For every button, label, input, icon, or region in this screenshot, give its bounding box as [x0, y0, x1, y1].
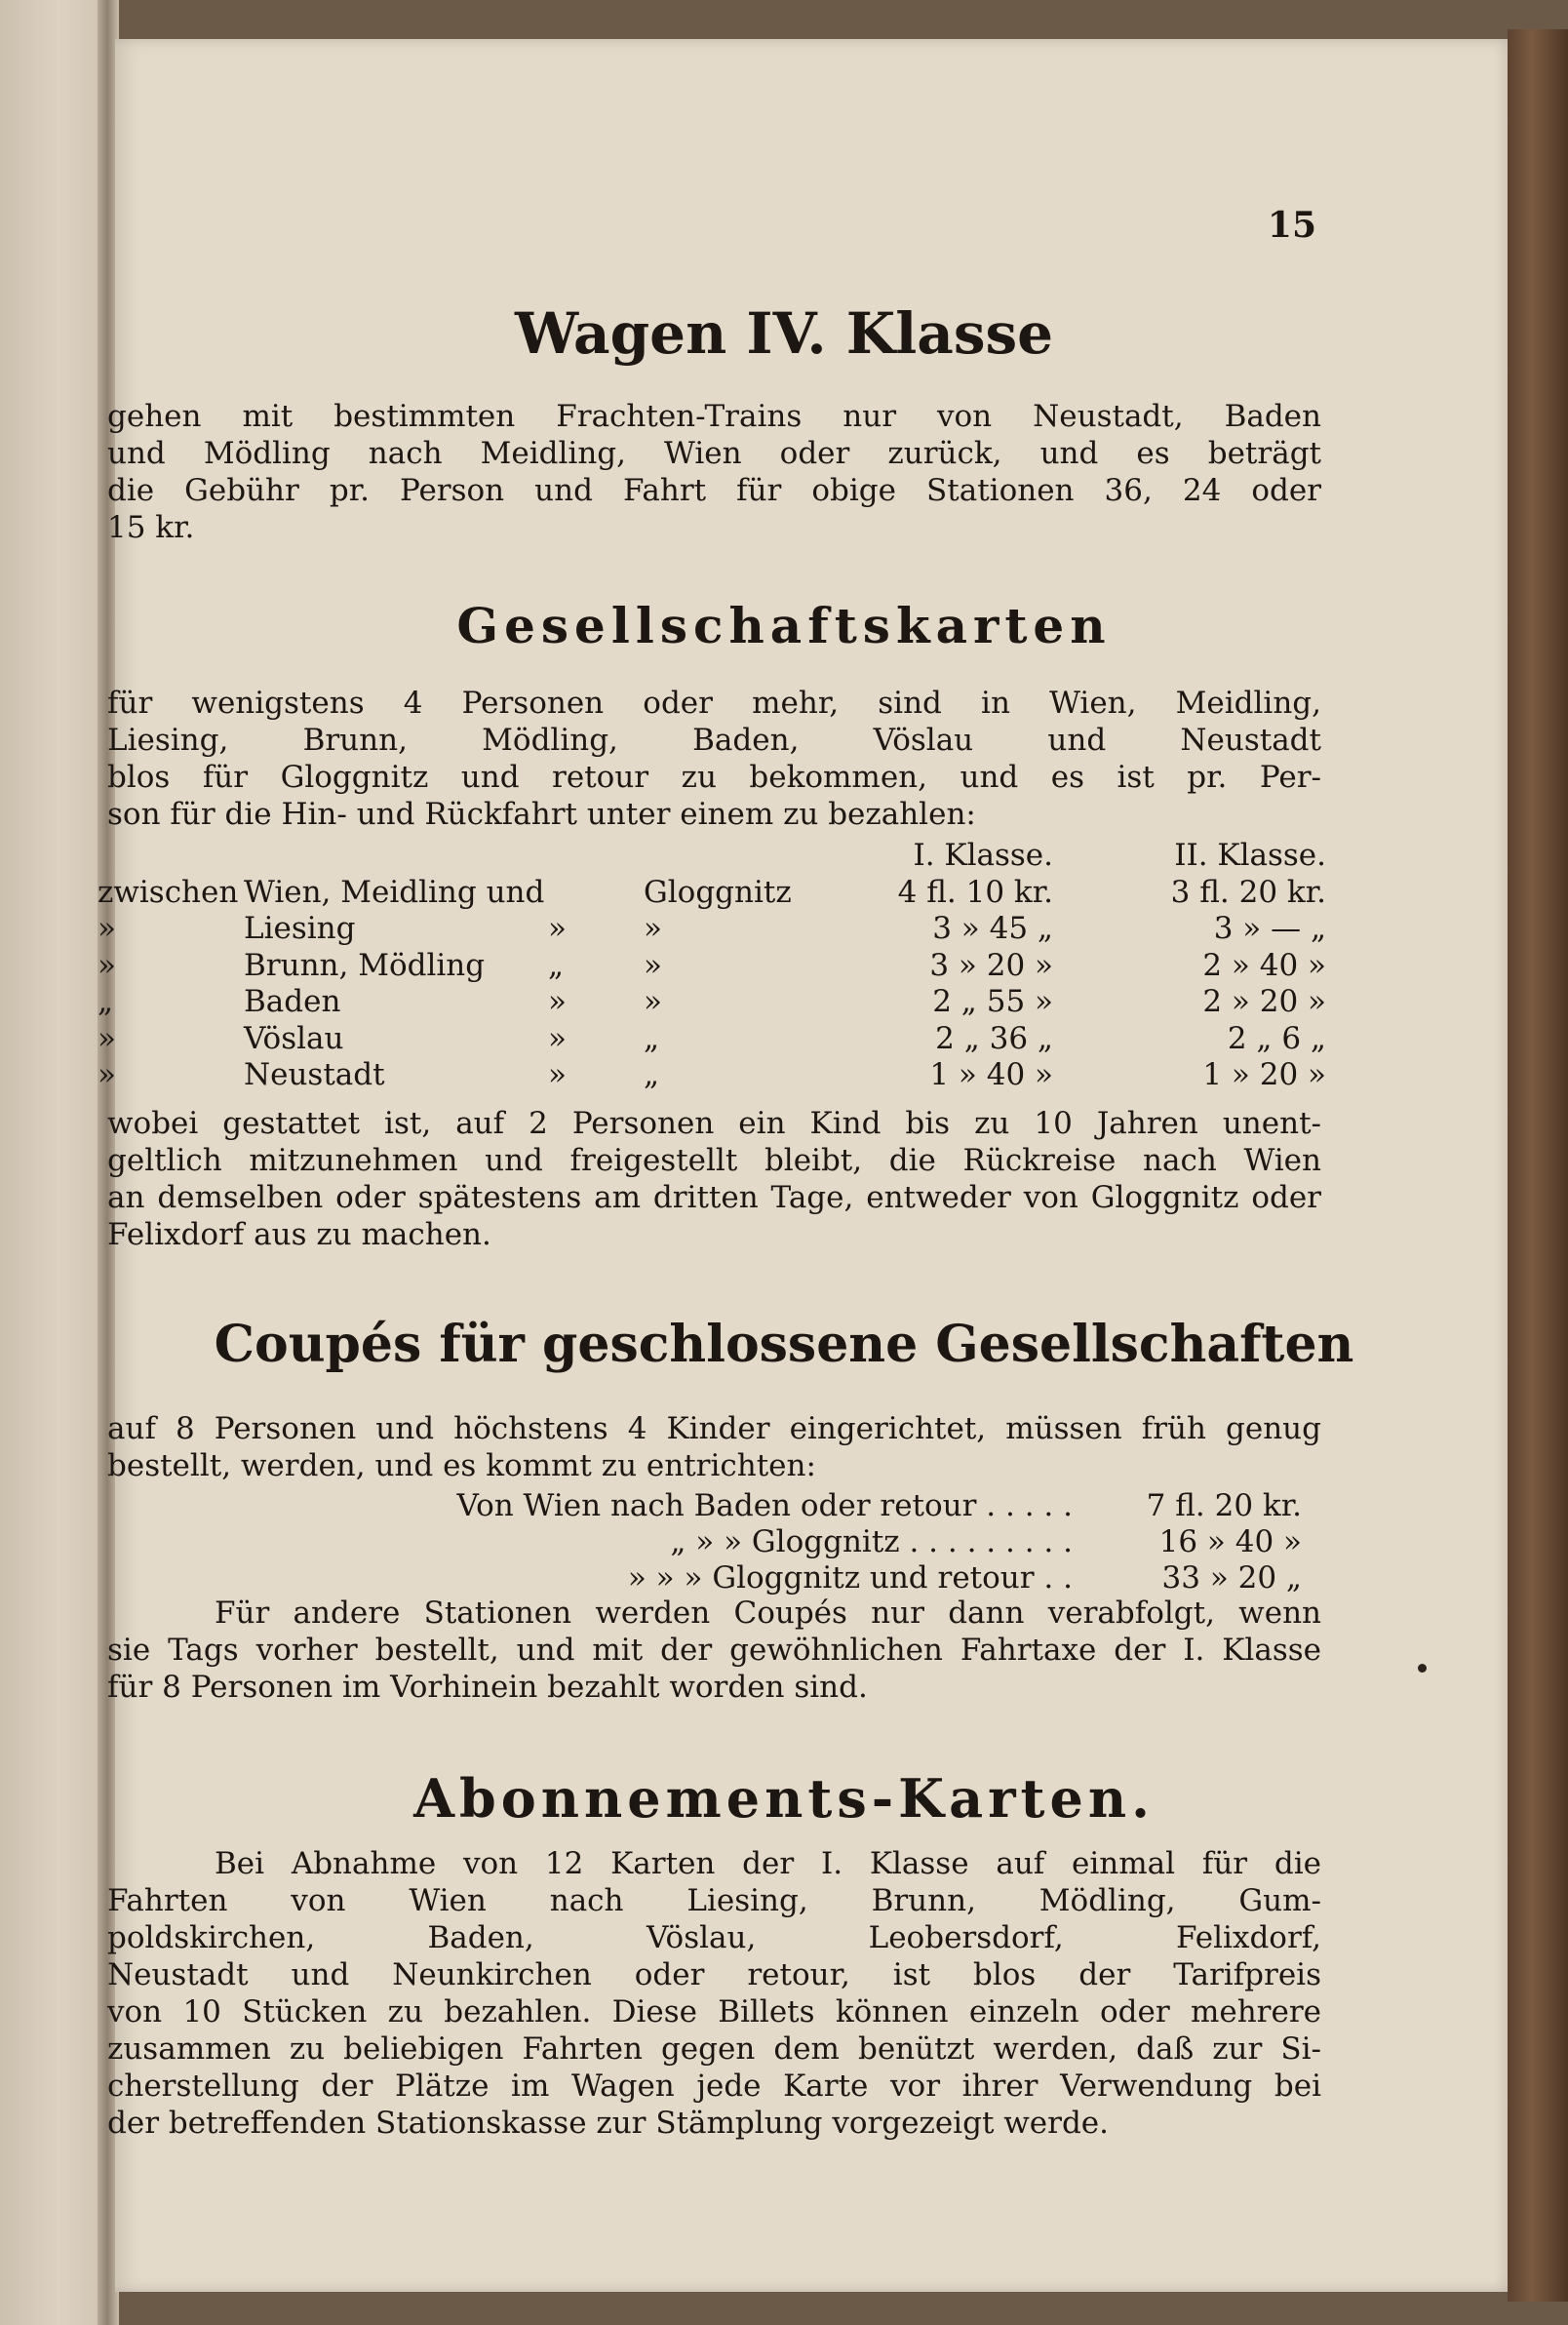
fare-second-class: 3 » — „ [1213, 911, 1326, 946]
fare-station: Baden [244, 984, 341, 1019]
paragraph-gesellschaft-conditions [107, 1105, 1321, 1253]
text-line: und Mödling nach Meidling, Wien oder zurück, und es beträgt [107, 436, 1321, 471]
text-line: der betreffenden Stationskasse zur Stämplung vorgezeigt werde. [107, 2106, 1109, 2141]
text-line: gehen mit bestimmten Frachten-Trains nur von Neustadt, Baden [107, 399, 1321, 434]
coupe-price-list [215, 1488, 1302, 1596]
class-header-second: II. Klasse. [1174, 838, 1326, 873]
text-line: für 8 Personen im Vorhinein bezahlt worden sind. [107, 1670, 868, 1705]
text-line: Neustadt und Neunkirchen oder retour, ist blos der Tarifpreis [107, 1957, 1321, 1992]
paragraph-wagen [107, 398, 1321, 546]
fare-ditto: » [548, 1020, 567, 1056]
fare-first-class: 2 „ 36 „ [935, 1020, 1053, 1056]
text-line: blos für Gloggnitz und retour zu bekommen, und es ist pr. Per- [107, 760, 1321, 795]
book-cover-edge [1508, 29, 1568, 2302]
coupe-price-row [215, 1560, 1302, 1596]
fare-station: Vöslau [244, 1020, 344, 1056]
fare-row [98, 948, 1326, 985]
fare-first-class: 2 „ 55 » [932, 984, 1053, 1019]
text-line: auf 8 Personen und höchstens 4 Kinder eingerichtet, müssen früh genug [107, 1411, 1321, 1446]
text-line: wobei gestattet ist, auf 2 Personen ein Kind bis zu 10 Jahren unent- [107, 1106, 1321, 1141]
fare-station: Liesing [244, 911, 356, 946]
coupe-route: „ » » Gloggnitz . . . . . . . . . [670, 1524, 1073, 1559]
fare-ditto: „ [548, 947, 565, 983]
fare-destination: Gloggnitz [644, 874, 792, 910]
fare-prefix: » [98, 1057, 116, 1092]
fare-station: Neustadt [244, 1057, 385, 1092]
fare-second-class: 3 fl. 20 kr. [1170, 874, 1326, 910]
heading-coupes: Coupés für geschlossene Gesellschaften [214, 1315, 1354, 1374]
fare-prefix: » [98, 911, 116, 946]
coupe-price-row [215, 1488, 1302, 1524]
fare-row [98, 1057, 1326, 1094]
text-line: Liesing, Brunn, Mödling, Baden, Vöslau und Neustadt [107, 723, 1321, 758]
text-line: geltlich mitzunehmen und freigestellt bleibt, die Rückreise nach Wien [107, 1143, 1321, 1178]
text-line: 15 kr. [107, 510, 195, 545]
text-line: Für andere Stationen werden Coupés nur dann verabfolgt, wenn [215, 1596, 1321, 1631]
paragraph-abonnements [107, 1845, 1321, 2142]
text-line: an demselben oder spätestens am dritten Tage, entweder von Gloggnitz oder [107, 1180, 1321, 1215]
fare-ditto: » [548, 1057, 567, 1092]
heading-wagen: Wagen IV. Klasse [514, 300, 1054, 367]
fare-prefix: zwischen [98, 874, 239, 910]
fare-row [98, 911, 1326, 948]
fare-row [98, 984, 1326, 1021]
fare-prefix: „ [98, 984, 114, 1019]
paragraph-gesellschaftskarten [107, 685, 1321, 833]
paragraph-coupes [107, 1410, 1321, 1484]
fare-ditto: » [548, 911, 567, 946]
coupe-price: 16 » 40 » [1158, 1524, 1302, 1559]
coupe-price-row [215, 1524, 1302, 1560]
text-line: für wenigstens 4 Personen oder mehr, sind in Wien, Meidling, [107, 686, 1321, 721]
fare-ditto: „ [644, 1020, 660, 1056]
fare-ditto: » [548, 984, 567, 1019]
fare-prefix: » [98, 947, 116, 983]
fare-first-class: 3 » 45 „ [932, 911, 1053, 946]
text-line: die Gebühr pr. Person und Fahrt für obige Stationen 36, 24 oder [107, 473, 1321, 508]
coupe-route: » » » Gloggnitz und retour . . [627, 1560, 1073, 1596]
fare-table-header [98, 838, 1326, 875]
paragraph-coupes-note [107, 1595, 1321, 1706]
coupe-price: 33 » 20 „ [1161, 1560, 1302, 1596]
fare-ditto: » [644, 911, 662, 946]
heading-abonnements: Abonnements-Karten. [413, 1767, 1155, 1830]
text-line: zusammen zu beliebigen Fahrten gegen dem benützt werden, daß zur Si- [107, 2031, 1321, 2067]
fare-table [98, 838, 1326, 1094]
fare-second-class: 2 » 40 » [1202, 947, 1326, 983]
text-line: sie Tags vorher bestellt, und mit der gewöhnlichen Fahrtaxe der I. Klasse [107, 1633, 1321, 1668]
fare-row [98, 1021, 1326, 1058]
fare-prefix: » [98, 1020, 116, 1056]
fare-first-class: 3 » 20 » [929, 947, 1053, 983]
coupe-route: Von Wien nach Baden oder retour . . . . . [456, 1488, 1073, 1523]
fare-station: Wien, Meidling und [244, 874, 545, 910]
fare-ditto: „ [644, 1057, 660, 1092]
text-line: poldskirchen, Baden, Vöslau, Leobersdorf, Felixdorf, [107, 1920, 1321, 1955]
fare-first-class: 1 » 40 » [929, 1057, 1053, 1092]
heading-gesellschaftskarten: Gesellschaftskarten [456, 597, 1112, 654]
text-line: Felixdorf aus zu machen. [107, 1217, 491, 1252]
fare-ditto: » [644, 947, 662, 983]
class-header-first: I. Klasse. [913, 838, 1053, 873]
text-line: bestellt, werden, und es kommt zu entrichten: [107, 1448, 816, 1483]
text-line: von 10 Stücken zu bezahlen. Diese Billets können einzeln oder mehrere [107, 1994, 1321, 2029]
coupe-price: 7 fl. 20 kr. [1146, 1488, 1302, 1523]
fare-first-class: 4 fl. 10 kr. [897, 874, 1053, 910]
text-line: son für die Hin- und Rückfahrt unter einem zu bezahlen: [107, 797, 976, 832]
fare-second-class: 2 „ 6 „ [1227, 1020, 1326, 1056]
text-line: Fahrten von Wien nach Liesing, Brunn, Mödling, Gum- [107, 1883, 1321, 1918]
fare-ditto: » [644, 984, 662, 1019]
margin-dot [1418, 1664, 1427, 1673]
text-line: cherstellung der Plätze im Wagen jede Karte vor ihrer Verwendung bei [107, 2069, 1321, 2104]
fare-second-class: 1 » 20 » [1202, 1057, 1326, 1092]
fare-second-class: 2 » 20 » [1202, 984, 1326, 1019]
fare-station: Brunn, Mödling [244, 947, 486, 983]
fare-row [98, 875, 1326, 912]
page-number: 15 [1267, 205, 1316, 246]
text-line: Bei Abnahme von 12 Karten der I. Klasse auf einmal für die [215, 1846, 1321, 1881]
